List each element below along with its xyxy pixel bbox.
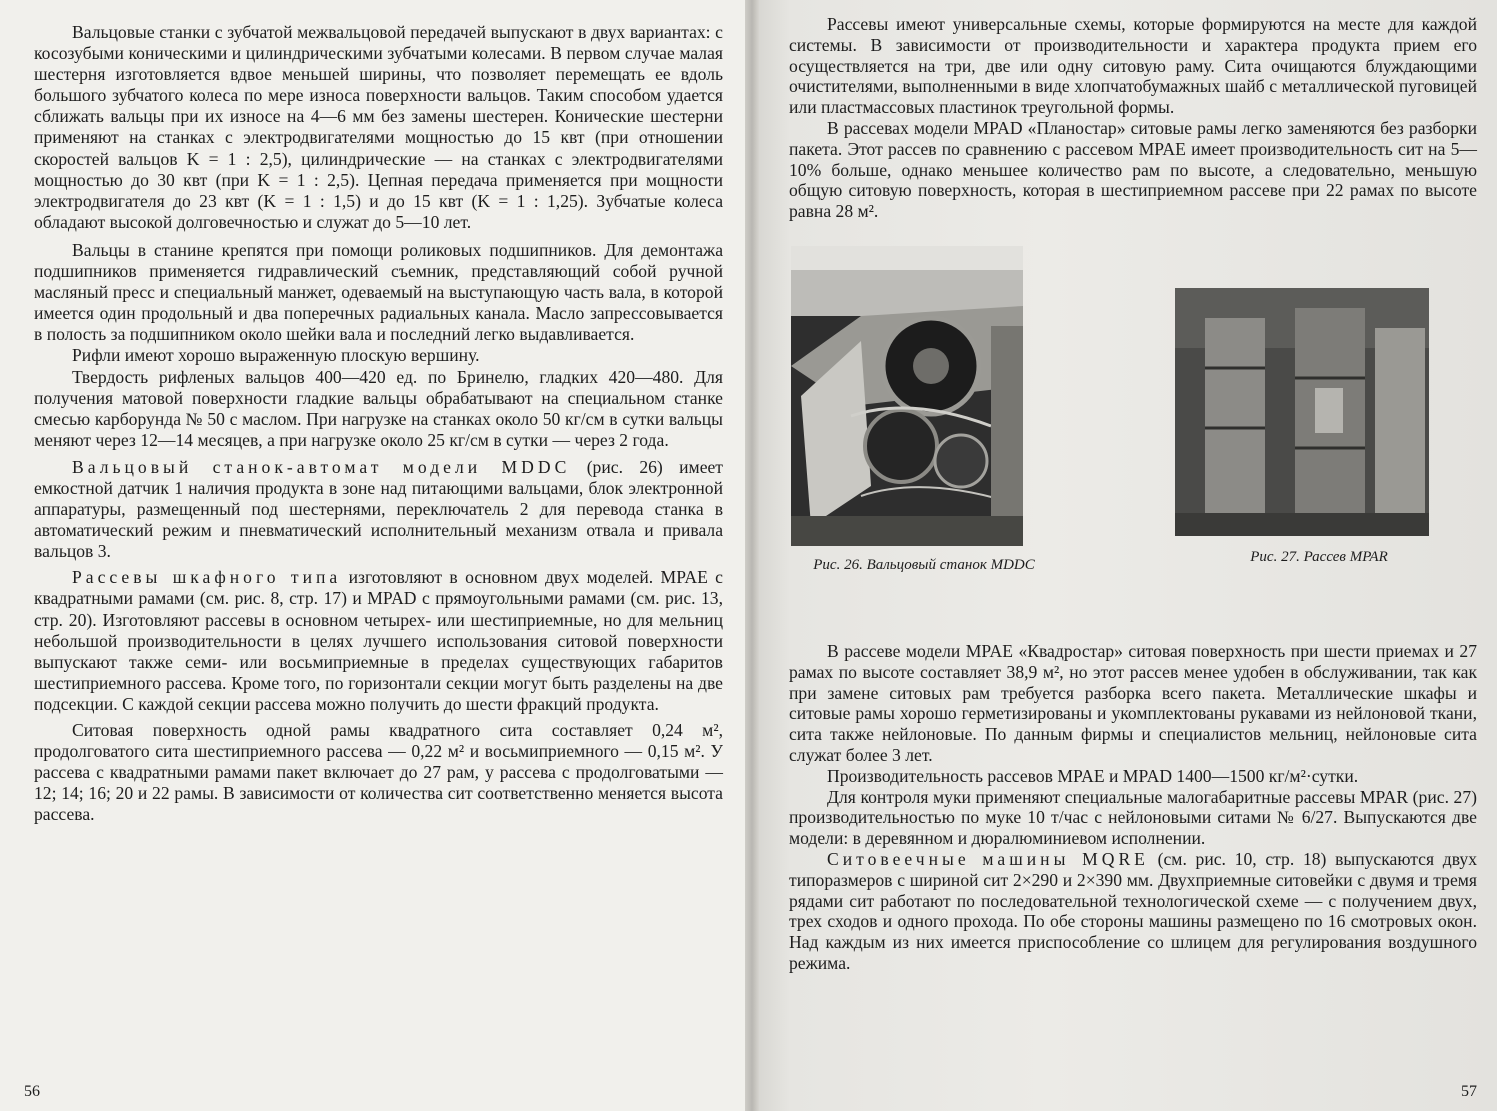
paragraph-text: (см. рис. 10, стр. 18) выпускаются двух типоразмеров с шириной сит 2×290 и 2×390 мм. Двухприемные ситовейки с двумя и тремя рядами сит работают по последовательной технологической схеме — с получением двух, трех сходов и одного прохода. По обе стороны машины размещено по 16 смотровых окон. Над каждым из них имеется приспособление со шлицем для регулирования воздушного режима. — [789, 848, 1477, 973]
paragraph: В рассевах модели MPAD «Планостар» ситовые рамы легко заменяются без разборки пакета. Этот рассев по сравнению с рассевом MPAE имеет производительность сит на 5—10% больше, однако меньшее количество рам по высоте, а следовательно, меньшую общую ситовую поверхность, которая в шестиприемном рассеве при 22 рамах по высоте равна 28 м². — [789, 117, 1477, 222]
paragraph: Производительность рассевов MPAE и MPAD 1400—1500 кг/м²·сутки. — [827, 765, 1359, 786]
figure-27-caption: Рис. 27. Рассев MPAR — [1250, 548, 1388, 565]
book-gutter — [745, 0, 759, 1111]
sifter-mpar-photo-image — [1175, 288, 1429, 536]
paragraph: В рассеве модели MPAE «Квадростар» ситовая поверхность при шести приемах и 27 рамах по высоте составляет 38,9 м², но этот рассев менее удобен в обслуживании, так как при замене ситовых рам требуется разборка всего пакета. Металлические шкафы и ситовые рамы хорошо герметизированы и укомплектованы рукавами из нейлоновой ткани, сита также нейлоновые. По данным фирмы и специалистов мельниц, нейлоновые сита служат более 3 лет. — [789, 640, 1477, 765]
page-number: 56 — [24, 1083, 40, 1100]
paragraph: Вальцовые станки с зубчатой межвальцовой передачей выпускают в двух вариантах: с косозубыми коническими и цилиндрическими зубчатыми колесами. В первом случае малая шестерня изготовляется вдвое меньшей ширины, что позволяет перемещать ее вдоль большого зубчатого колеса по мере износа поверхности вальцов. Таким способом удается сближать вальцы при их износе на 4—6 мм без замены шестерен. Конические шестерни применяют на станках с электродвигателями мощностью до 15 квт (при отношении скоростей вальцов K = 1 : 2,5), цилиндрические — на станках с электродвигателями мощностью до 30 квт (при K = 1 : 2,5). Цепная передача применяется при мощности электродвигателя до 23 квт (K = 1 : 1,5) и до 15 квт (K = 1 : 1,25). Зубчатые колеса обладают высокой долговечностью и служат до 5—10 лет. — [34, 22, 723, 232]
paragraph: Рифли имеют хорошо выраженную плоскую вершину. — [72, 345, 480, 366]
figures-area — [789, 236, 1477, 641]
paragraph-text: изготовляют в основном двух моделей. MPAE с квадратными рамами (см. рис. 8, стр. 17) и MPAD с прямоугольными рамами (см. рис. 13, стр. 20). Изготовляют рассевы в основном четырех- или шестиприемные, но для мельниц небольшой производительности в целях лучшего использования ситовой поверхности выпускают также семи- или восьмиприемные в пределах существующих габаритов шестиприемного рассева. Кроме того, по горизонтали секции могут быть разделены на две подсекции. С каждой секции рассева можно получить до шести фракций продукта. — [34, 567, 723, 714]
paragraph-rassevy — [34, 567, 723, 715]
paragraph: Рассевы имеют универсальные схемы, которые формируются на месте для каждой системы. В зависимости от производительности и характера продукта прием его осуществляется на три, две или одну ситовую раму. Сита очищаются блуждающими очистителями, выполненными в виде хлопчатобумажных шайб с металлической пуговицей или пластмассовых пластинок треугольной формы. — [789, 14, 1477, 118]
left-page — [0, 0, 745, 1111]
paragraph-text: (рис. 26) имеет емкостной датчик 1 наличия продукта в зоне над питающими вальцами, блок электронной аппаратуры, размещенный под шестернями, переключатель 2 для перевода станка в автоматический режим и пневматический исполнительный механизм отвала и привала вальцов 3. — [34, 456, 723, 562]
paragraph: Для контроля муки применяют специальные малогабаритные рассевы MPAR (рис. 27) производительностью по муке 10 т/час с нейлоновыми ситами № 6/27. Выпускаются две модели: в деревянном и дюралюминиевом исполнении. — [789, 786, 1477, 849]
paragraph-mqre — [789, 849, 1477, 974]
figure-26-caption: Рис. 26. Вальцовый станок MDDC — [813, 556, 1035, 573]
paragraph: Твердость рифленых вальцов 400—420 ед. по Бринелю, гладких 420—480. Для получения матовой поверхности гладкие вальцы обрабатывают на специальном станке смесью карборунда № 50 с маслом. При нагрузке на станках около 50 кг/см в сутки вальцы меняют через 12—14 месяцев, а при нагрузке около 25 кг/см в сутки — через 2 года. — [34, 366, 723, 450]
paragraph: Вальцы в станине крепятся при помощи роликовых подшипников. Для демонтажа подшипников применяется гидравлический съемник, представляющий собой ручной масляный пресс и специальный манжет, одеваемый на выступающую часть вала, в которой имеется один продольный и два поперечных радиальных канала. Масло запрессовывается в полость за подшипником около шейки вала и последний легко выдавливается. — [34, 239, 723, 345]
spaced-lead: Вальцовый станок-автомат модели MDDC — [72, 456, 571, 477]
page-number: 57 — [1461, 1083, 1477, 1100]
right-page — [745, 0, 1497, 1111]
figure-26-photo — [791, 246, 1023, 546]
paragraph-mddc — [34, 457, 723, 562]
spaced-lead: Рассевы шкафного типа — [72, 567, 342, 588]
roller-mill-photo-image — [791, 246, 1023, 546]
paragraph: Ситовая поверхность одной рамы квадратного сита составляет 0,24 м², продолговатого сита шестиприемного рассева — 0,22 м² и восьмиприемного — 0,15 м². У рассева с квадратными рамами пакет включает до 27 рам, у рассева с продолговатыми — 12; 14; 16; 20 и 22 рамы. В зависимости от количества сит соответственно меняется высота рассева. — [34, 720, 723, 825]
spaced-lead: Ситовеечные машины MQRE — [827, 848, 1149, 869]
figure-27-photo — [1175, 288, 1429, 536]
